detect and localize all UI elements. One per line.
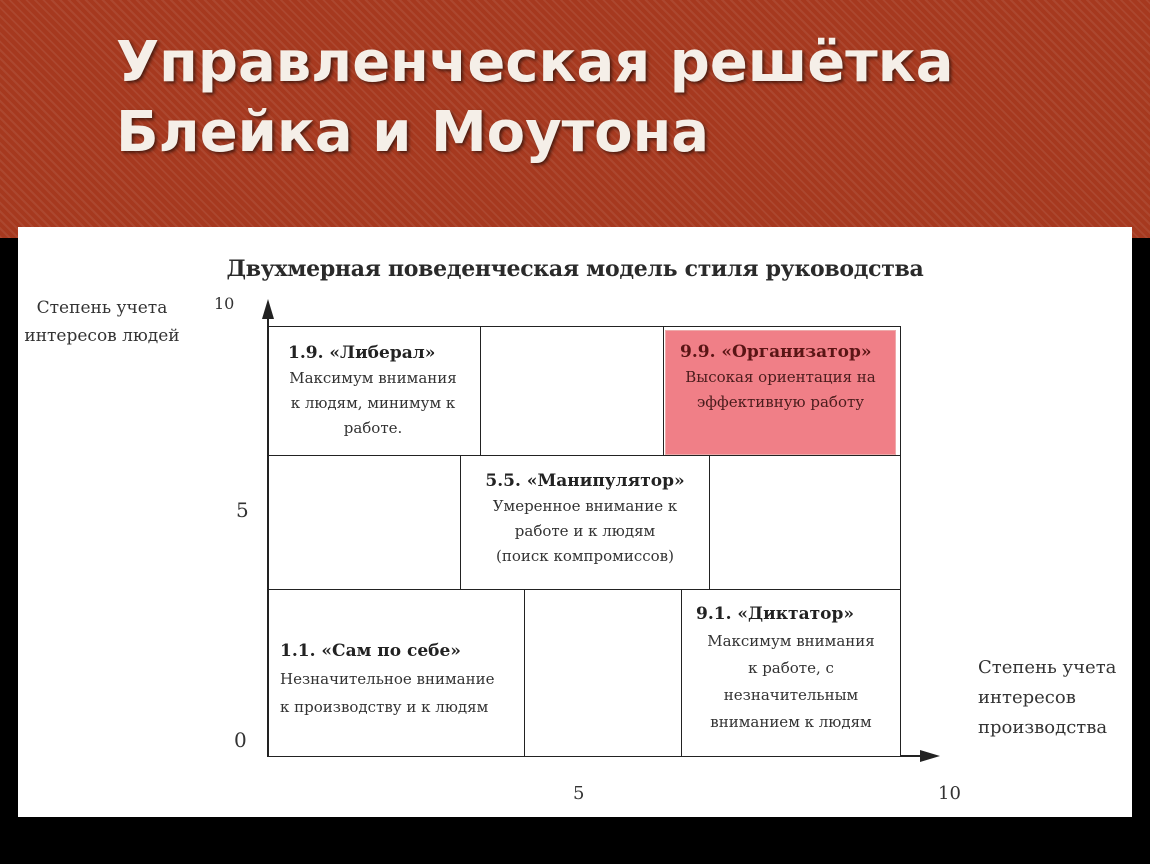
manipulator-line1: Умеренное внимание к — [492, 497, 678, 515]
y-axis-arrow-icon — [262, 299, 274, 319]
liberal-text — [273, 341, 473, 441]
x-axis-label-line2: интересов — [978, 687, 1076, 708]
x-tick-5: 5 — [573, 783, 585, 804]
cell-row1-empty — [480, 326, 664, 456]
self-text — [280, 637, 520, 721]
organizer-line1: Высокая ориентация на — [685, 368, 876, 386]
title-banner — [0, 0, 1150, 238]
x-tick-10: 10 — [938, 783, 961, 804]
dictator-name: 9.1. «Диктатор» — [696, 604, 854, 624]
slide-title-line1: Управленческая решётка — [116, 30, 954, 95]
dictator-line4: вниманием к людям — [710, 713, 872, 731]
dictator-line3: незначительным — [723, 686, 859, 704]
self-name: 1.1. «Сам по себе» — [280, 641, 461, 661]
self-line1: Незначительное внимание — [280, 670, 495, 688]
organizer-text — [668, 340, 893, 415]
y-tick-5: 5 — [236, 498, 249, 522]
x-axis-label — [978, 653, 1128, 743]
liberal-line1: Максимум внимания — [289, 369, 457, 387]
slide-title-line2: Блейка и Моутона — [116, 100, 710, 165]
manipulator-line2: работе и к людям — [514, 522, 656, 540]
y-axis-label-line1: Степень учета — [36, 298, 168, 318]
cell-row2-right — [709, 455, 901, 590]
manipulator-text — [465, 469, 705, 569]
diagram-title: Двухмерная поведенческая модель стиля руководства — [226, 256, 924, 282]
cell-row2-left — [268, 455, 461, 590]
self-line2: к производству и к людям — [280, 698, 489, 716]
y-axis-label-line2: интересов людей — [24, 326, 180, 346]
liberal-line2: к людям, минимум к — [290, 394, 456, 412]
y-tick-0: 0 — [234, 728, 247, 752]
liberal-line3: работе. — [343, 419, 403, 437]
x-axis-label-line3: производства — [978, 717, 1108, 738]
manipulator-name: 5.5. «Манипулятор» — [485, 471, 685, 491]
x-axis-arrow-icon — [920, 750, 940, 762]
y-tick-10: 10 — [214, 294, 235, 313]
cell-row3-mid — [524, 589, 682, 757]
organizer-name: 9.9. «Организатор» — [680, 342, 872, 362]
diagram-panel — [18, 227, 1132, 817]
organizer-line2: эффективную работу — [696, 393, 865, 411]
x-axis-label-line1: Степень учета — [978, 657, 1117, 678]
liberal-name: 1.9. «Либерал» — [288, 343, 436, 363]
slide-title — [116, 28, 954, 168]
y-axis-label — [22, 294, 182, 350]
dictator-text — [686, 601, 896, 736]
dictator-line2: к работе, с — [748, 659, 834, 677]
dictator-line1: Максимум внимания — [707, 632, 875, 650]
manipulator-line3: (поиск компромиссов) — [496, 547, 674, 565]
